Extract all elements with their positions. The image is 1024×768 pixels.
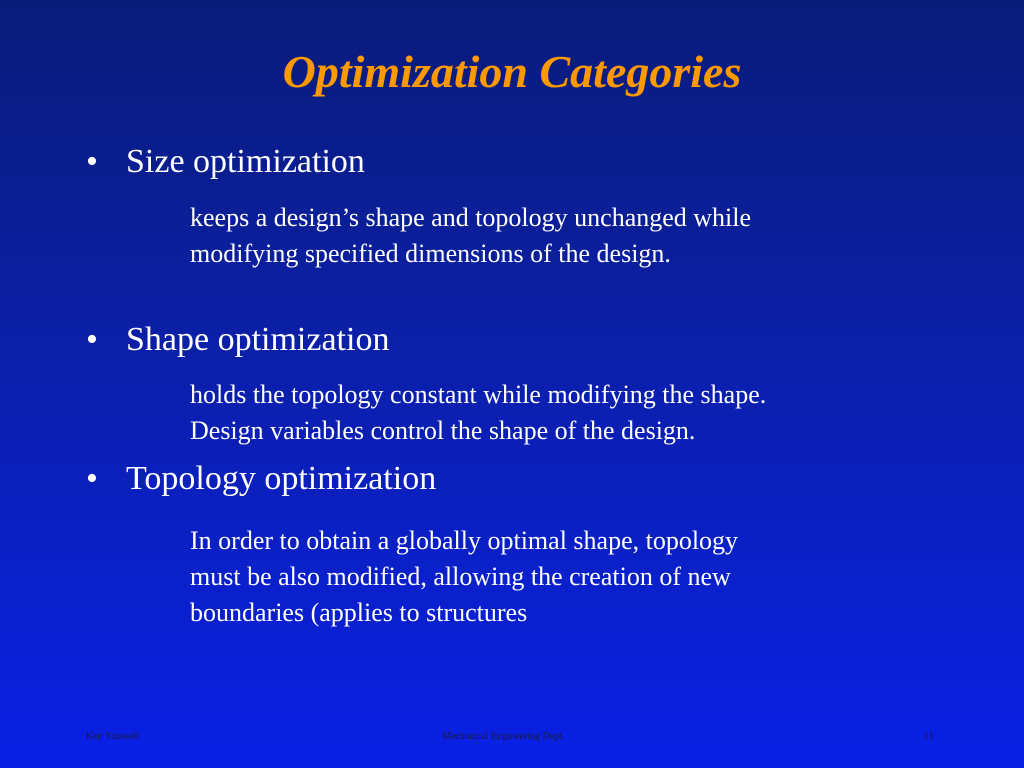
description-line: Design variables control the shape of the design. — [190, 416, 696, 445]
description-shape-optimization — [190, 377, 930, 449]
bullet-heading: Topology optimization — [126, 460, 437, 497]
description-line: keeps a design’s shape and topology unchanged while — [190, 203, 752, 232]
footer-author: Ken Youssefi — [86, 731, 140, 742]
description-line: modifying specified dimensions of the design. — [190, 239, 671, 268]
bullet-heading: Size optimization — [126, 143, 365, 180]
bullet-icon: • — [86, 143, 98, 180]
description-line: In order to obtain a globally optimal shape, topology — [190, 526, 739, 555]
bullet-heading: Shape optimization — [126, 321, 390, 358]
footer-page-number: 11 — [924, 731, 934, 742]
description-line: must be also modified, allowing the creation of new — [190, 562, 731, 591]
description-size-optimization — [190, 200, 930, 272]
footer-department: Mechanical Engineering Dept. — [442, 731, 565, 742]
bullet-icon: • — [86, 321, 98, 358]
slide-title: Optimization Categories — [282, 46, 742, 97]
description-line: holds the topology constant while modifying the shape. — [190, 380, 767, 409]
bullet-topology-optimization — [86, 459, 436, 499]
bullet-shape-optimization — [86, 320, 389, 360]
bullet-size-optimization — [86, 142, 365, 182]
bullet-icon: • — [86, 460, 98, 497]
description-topology-optimization — [190, 523, 930, 631]
description-line: boundaries (applies to structures — [190, 598, 528, 627]
